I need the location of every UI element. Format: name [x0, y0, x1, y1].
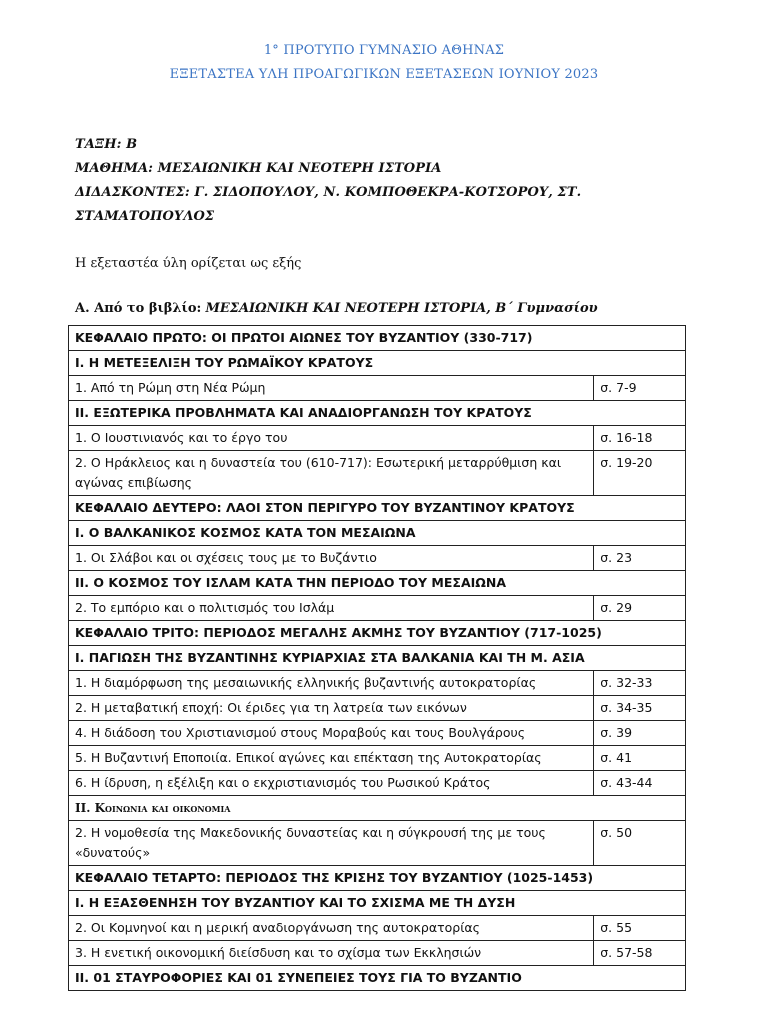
unit-heading: Ι. ΠΑΓΙΩΣΗ ΤΗΣ ΒΥΖΑΝΤΙΝΗΣ ΚΥΡΙΑΡΧΙΑΣ ΣΤΑ ΒΑΛΚΑΝΙΑ ΚΑΙ ΤΗ Μ. ΑΣΙΑ	[69, 646, 686, 671]
lesson-pages: σ. 43-44	[594, 771, 686, 796]
unit-heading: ΙΙ. ΕΞΩΤΕΡΙΚΑ ΠΡΟΒΛΗΜΑΤΑ ΚΑΙ ΑΝΑΔΙΟΡΓΑΝΩΣΗ ΤΟΥ ΚΡΑΤΟΥΣ	[69, 401, 686, 426]
unit-heading: ΙΙ. Ο ΚΟΣΜΟΣ ΤΟΥ ΙΣΛΑΜ ΚΑΤΑ ΤΗΝ ΠΕΡΙΟΔΟ ΤΟΥ ΜΕΣΑΙΩΝΑ	[69, 571, 686, 596]
lesson-title: 2. Ο Ηράκλειος και η δυναστεία του (610-717): Εσωτερική μεταρρύθμιση και αγώνας επιβίωσης	[69, 451, 594, 496]
unit-row	[69, 796, 686, 821]
book-title: ΜΕΣΑΙΩΝΙΚΗ ΚΑΙ ΝΕΟΤΕΡΗ ΙΣΤΟΡΙΑ, Β΄ Γυμνασίου	[205, 301, 598, 316]
lesson-pages: σ. 23	[594, 546, 686, 571]
chapter-row	[69, 866, 686, 891]
lesson-pages: σ. 19-20	[594, 451, 686, 496]
table-row	[69, 596, 686, 621]
lesson-title: 1. Η διαμόρφωση της μεσαιωνικής ελληνικής βυζαντινής αυτοκρατορίας	[69, 671, 594, 696]
lesson-title: 2. Οι Κομνηνοί και η μερική αναδιοργάνωση της αυτοκρατορίας	[69, 916, 594, 941]
unit-row	[69, 966, 686, 991]
lesson-pages: σ. 29	[594, 596, 686, 621]
table-row	[69, 696, 686, 721]
chapter-heading: ΚΕΦΑΛΑΙΟ ΠΡΩΤΟ: ΟΙ ΠΡΩΤΟΙ ΑΙΩΝΕΣ ΤΟΥ ΒΥΖΑΝΤΙΟΥ (330-717)	[69, 326, 686, 351]
intro-text: Η εξεταστέα ύλη ορίζεται ως εξής	[75, 256, 302, 271]
lesson-pages: σ. 32-33	[594, 671, 686, 696]
table-row	[69, 941, 686, 966]
lesson-title: 1. Από τη Ρώμη στη Νέα Ρώμη	[69, 376, 594, 401]
lesson-title: 1. Ο Ιουστινιανός και το έργο του	[69, 426, 594, 451]
lesson-pages: σ. 39	[594, 721, 686, 746]
section-heading	[75, 301, 598, 316]
unit-heading: Ι. Ο ΒΑΛΚΑΝΙΚΟΣ ΚΟΣΜΟΣ ΚΑΤΑ ΤΟΝ ΜΕΣΑΙΩΝΑ	[69, 521, 686, 546]
school-name: 1° ΠΡΟΤΥΠΟ ΓΥΜΝΑΣΙΟ ΑΘΗΝΑΣ	[263, 43, 505, 58]
lesson-pages: σ. 16-18	[594, 426, 686, 451]
lesson-pages: σ. 50	[594, 821, 686, 866]
lesson-pages: σ. 55	[594, 916, 686, 941]
chapter-heading: ΚΕΦΑΛΑΙΟ ΤΕΤΑΡΤΟ: ΠΕΡΙΟΔΟΣ ΤΗΣ ΚΡΙΣΗΣ ΤΟΥ ΒΥΖΑΝΤΙΟΥ (1025-1453)	[69, 866, 686, 891]
table-row	[69, 426, 686, 451]
table-row	[69, 771, 686, 796]
table-row	[69, 546, 686, 571]
lesson-pages: σ. 57-58	[594, 941, 686, 966]
unit-heading: ΙΙ. Κοινωνια και οικονομια	[69, 796, 686, 821]
lesson-title: 5. Η Βυζαντινή Εποποιία. Επικοί αγώνες και επέκταση της Αυτοκρατορίας	[69, 746, 594, 771]
class-line: ΤΑΞΗ: Β	[75, 137, 138, 152]
chapter-row	[69, 496, 686, 521]
table-row	[69, 671, 686, 696]
table-row	[69, 821, 686, 866]
section-prefix: Α. Από το βιβλίο:	[75, 301, 202, 316]
lesson-pages: σ. 41	[594, 746, 686, 771]
unit-heading: Ι. Η ΕΞΑΣΘΕΝΗΣΗ ΤΟΥ ΒΥΖΑΝΤΙΟΥ ΚΑΙ ΤΟ ΣΧΙΣΜΑ ΜΕ ΤΗ ΔΥΣΗ	[69, 891, 686, 916]
lesson-pages: σ. 34-35	[594, 696, 686, 721]
chapter-row	[69, 621, 686, 646]
lesson-title: 3. Η ενετική οικονομική διείσδυση και το σχίσμα των Εκκλησιών	[69, 941, 594, 966]
lesson-title: 2. Η νομοθεσία της Μακεδονικής δυναστείας και η σύγκρουσή της με τους «δυνατούς»	[69, 821, 594, 866]
lesson-title: 2. Το εμπόριο και ο πολιτισμός του Ισλάμ	[69, 596, 594, 621]
lesson-title: 2. Η μεταβατική εποχή: Οι έριδες για τη λατρεία των εικόνων	[69, 696, 594, 721]
table-row	[69, 721, 686, 746]
unit-row	[69, 571, 686, 596]
unit-row	[69, 521, 686, 546]
chapter-row	[69, 326, 686, 351]
unit-row	[69, 646, 686, 671]
lesson-title: 1. Οι Σλάβοι και οι σχέσεις τους με το Βυζάντιο	[69, 546, 594, 571]
teachers-line-continued: ΣΤΑΜΑΤΟΠΟΥΛΟΣ	[75, 209, 215, 224]
chapter-heading: ΚΕΦΑΛΑΙΟ ΔΕΥΤΕΡΟ: ΛΑΟΙ ΣΤΟΝ ΠΕΡΙΓΥΡΟ ΤΟΥ ΒΥΖΑΝΤΙΝΟΥ ΚΡΑΤΟΥΣ	[69, 496, 686, 521]
teachers-line: ΔΙΔΑΣΚΟΝΤΕΣ: Γ. ΣΙΔΟΠΟΥΛΟΥ, Ν. ΚΟΜΠΟΘΕΚΡΑ-ΚΟΤΣΟΡΟΥ, ΣΤ.	[75, 185, 582, 200]
table-row	[69, 376, 686, 401]
lesson-title: 4. Η διάδοση του Χριστιανισμού στους Μοραβούς και τους Βουλγάρους	[69, 721, 594, 746]
subject-line: ΜΑΘΗΜΑ: ΜΕΣΑΙΩΝΙΚΗ ΚΑΙ ΝΕΟΤΕΡΗ ΙΣΤΟΡΙΑ	[75, 161, 442, 176]
document-title: ΕΞΕΤΑΣΤΕΑ ΥΛΗ ΠΡΟΑΓΩΓΙΚΩΝ ΕΞΕΤΑΣΕΩΝ ΙΟΥΝΙΟΥ 2023	[169, 67, 599, 82]
table-row	[69, 451, 686, 496]
table-row	[69, 746, 686, 771]
unit-row	[69, 891, 686, 916]
lesson-pages: σ. 7-9	[594, 376, 686, 401]
unit-heading: ΙΙ. 01 ΣΤΑΥΡΟΦΟΡΙΕΣ ΚΑΙ 01 ΣΥΝΕΠΕΙΕΣ ΤΟΥΣ ΓΙΑ ΤΟ ΒΥΖΑΝΤΙΟ	[69, 966, 686, 991]
unit-row	[69, 401, 686, 426]
unit-row	[69, 351, 686, 376]
chapter-heading: ΚΕΦΑΛΑΙΟ ΤΡΙΤΟ: ΠΕΡΙΟΔΟΣ ΜΕΓΑΛΗΣ ΑΚΜΗΣ ΤΟΥ ΒΥΖΑΝΤΙΟΥ (717-1025)	[69, 621, 686, 646]
lesson-title: 6. Η ίδρυση, η εξέλιξη και ο εκχριστιανισμός του Ρωσικού Κράτος	[69, 771, 594, 796]
table-row	[69, 916, 686, 941]
syllabus-table	[68, 325, 686, 991]
unit-heading: Ι. Η ΜΕΤΕΞΕΛΙΞΗ ΤΟΥ ΡΩΜΑΪΚΟΥ ΚΡΑΤΟΥΣ	[69, 351, 686, 376]
